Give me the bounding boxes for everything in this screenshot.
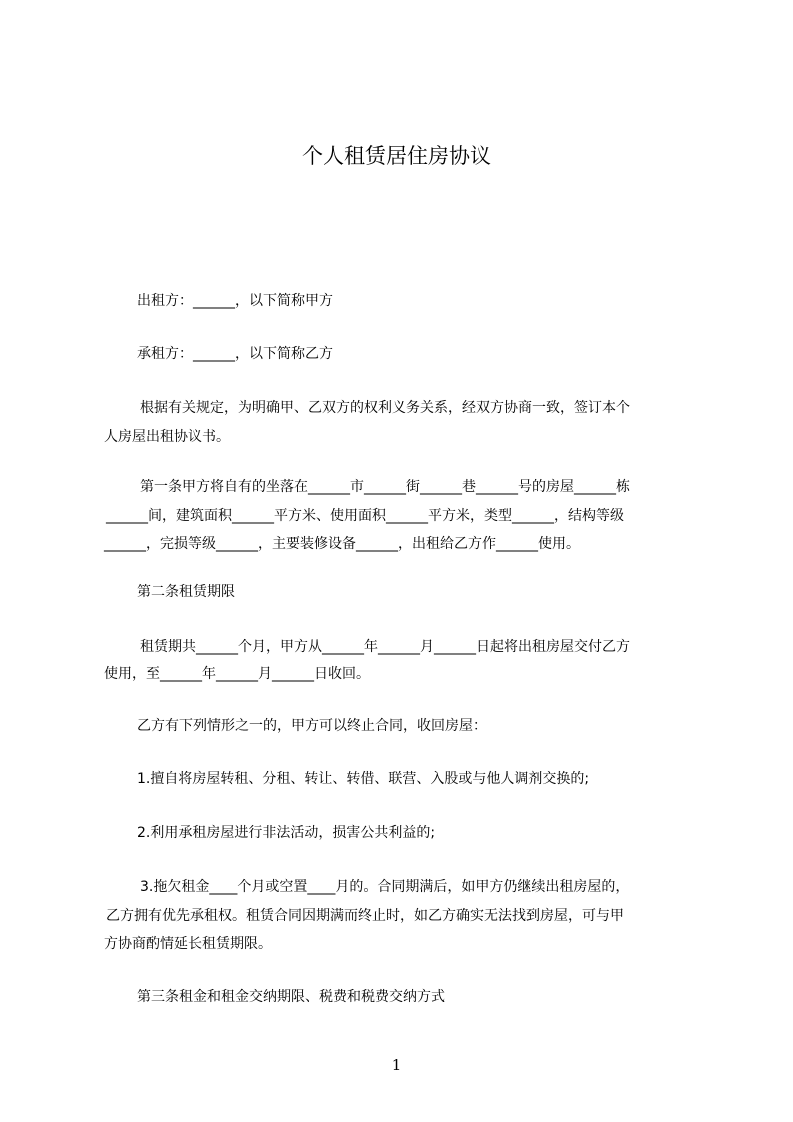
term-line-1: 租赁期共______个月，甲方从______年______月______日起将出租房屋交付乙方 [140,639,630,655]
termination-item-2: 2.利用承租房屋进行非法活动，损害公共利益的; [137,825,436,841]
termination-intro: 乙方有下列情形之一的，甲方可以终止合同，收回房屋： [137,718,487,734]
article1-line-3: ______，完损等级______，主要装修设备______，出租给乙方作______使用。 [104,536,580,552]
termination-item-3-line-3: 方协商酌情延长租赁期限。 [104,936,272,952]
lessee-line: 承租方：______，以下简称乙方 [137,346,333,362]
term-line-2: 使用，至______年______月______日收回。 [104,666,370,682]
article1-line-1: 第一条甲方将自有的坐落在______市______街______巷______号的房屋______栋 [140,479,630,495]
intro-line-1: 根据有关规定，为明确甲、乙双方的权利义务关系，经双方协商一致，签订本个 [140,400,630,416]
lessor-line: 出租方：______，以下简称甲方 [137,293,333,309]
termination-item-1: 1.擅自将房屋转租、分租、转让、转借、联营、入股或与他人调剂交换的; [137,771,590,787]
termination-item-3-line-1: 3.拖欠租金____个月或空置____月的。合同期满后，如甲方仍继续出租房屋的， [140,879,630,895]
termination-item-3-line-2: 乙方拥有优先承租权。租赁合同因期满而终止时，如乙方确实无法找到房屋，可与甲 [106,908,624,924]
article1-line-2: ______间，建筑面积______平方米、使用面积______平方米，类型______，结构等级 [106,508,624,524]
article2-heading: 第二条租赁期限 [137,584,235,600]
intro-line-2: 人房屋出租协议书。 [104,429,230,445]
page-number: 1 [391,1056,402,1074]
article3-heading: 第三条租金和租金交纳期限、税费和税费交纳方式 [137,989,445,1005]
document-title: 个人租赁居住房协议 [302,144,491,168]
